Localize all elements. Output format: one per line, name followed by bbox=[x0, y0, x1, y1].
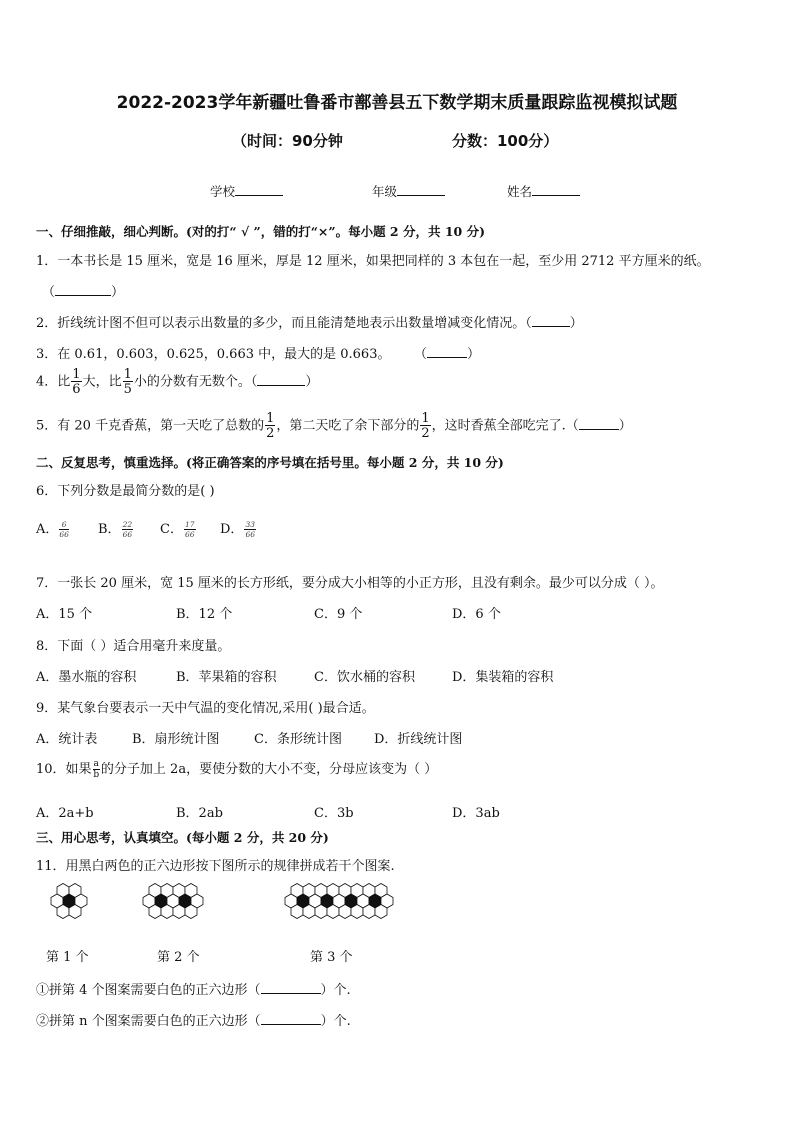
question-8-option-b[interactable]: B．苹果箱的容积 bbox=[176, 670, 277, 685]
question-10-option-d[interactable]: D．3ab bbox=[452, 806, 500, 821]
hexagon-white bbox=[69, 905, 81, 919]
section-1-heading: 一、仔细推敲，细心判断。(对的打“ √ ”，错的打“×”。每小题 2 分，共 10 分) bbox=[36, 224, 485, 239]
exam-time: （时间：90分钟 bbox=[232, 132, 343, 150]
question-8-option-c[interactable]: C．饮水桶的容积 bbox=[314, 670, 415, 685]
school-blank[interactable] bbox=[235, 183, 283, 196]
name-label: 姓名 bbox=[507, 184, 533, 199]
hexagon-white bbox=[149, 905, 161, 919]
question-10-option-c[interactable]: C．3b bbox=[314, 806, 354, 821]
hexagon-white bbox=[375, 905, 387, 919]
hexagon-white bbox=[315, 905, 327, 919]
question-7-option-b[interactable]: B．12 个 bbox=[176, 607, 233, 622]
figure-label-3: 第 3 个 bbox=[310, 950, 353, 965]
question-9-option-b[interactable]: B．扇形统计图 bbox=[132, 732, 220, 747]
answer-blank[interactable] bbox=[257, 373, 305, 386]
question-3-answer: （ ） bbox=[414, 347, 481, 362]
question-11-part-1: ①拼第 4 个图案需要白色的正六边形（ ）个. bbox=[36, 983, 351, 998]
question-3: 3．在 0.61，0.603，0.625，0.663 中，最大的是 0.663。 bbox=[36, 347, 391, 362]
question-6-option-d[interactable]: D． $\frac{33}{66}$ bbox=[220, 520, 255, 539]
question-2: 2．折线统计图不但可以表示出数量的多少，而且能清楚地表示出数量增减变化情况。（ ） bbox=[36, 316, 583, 331]
school-label: 学校 bbox=[210, 184, 236, 199]
question-6-option-a[interactable]: A． $\frac{6}{66}$ bbox=[36, 520, 69, 539]
question-1-answer: （ ） bbox=[42, 285, 125, 300]
grade-blank[interactable] bbox=[397, 183, 445, 196]
question-9-option-d[interactable]: D．折线统计图 bbox=[374, 732, 463, 747]
question-9-option-a[interactable]: A．统计表 bbox=[36, 732, 98, 747]
question-6-option-b[interactable]: B． $\frac{22}{66}$ bbox=[98, 520, 133, 539]
answer-blank[interactable] bbox=[427, 345, 467, 358]
fraction-one-half: $\frac{1}{2}$ bbox=[421, 411, 430, 441]
hexagon-white bbox=[185, 905, 197, 919]
section-3-heading: 三、用心思考，认真填空。(每小题 2 分，共 20 分) bbox=[36, 830, 329, 845]
fraction-one-sixth: $\frac{1}{6}$ bbox=[72, 367, 81, 397]
question-10: 10．如果 $\frac{a}{b}$ 的分子加上 2a，要使分数的大小不变，分母应该变为（ ） bbox=[36, 758, 438, 780]
fraction-a-over-b: $\frac{a}{b}$ bbox=[93, 758, 100, 780]
hexagon-pattern-figure-2 bbox=[134, 882, 224, 932]
question-7-option-c[interactable]: C．9 个 bbox=[314, 607, 363, 622]
answer-blank[interactable] bbox=[261, 1012, 321, 1025]
question-7-option-d[interactable]: D．6 个 bbox=[452, 607, 501, 622]
question-7-option-a[interactable]: A．15 个 bbox=[36, 607, 93, 622]
question-5: 5．有 20 千克香蕉，第一天吃了总数的 $\frac{1}{2}$ ，第二天吃了余下部分的 $\frac{1}{2}$ ，这时香蕉全部吃完了.（ ） bbox=[36, 411, 632, 441]
fraction-one-fifth: $\frac{1}{5}$ bbox=[123, 367, 132, 397]
name-blank[interactable] bbox=[532, 183, 580, 196]
question-8: 8．下面（ ）适合用毫升来度量。 bbox=[36, 639, 231, 654]
figure-label-2: 第 2 个 bbox=[157, 950, 200, 965]
question-11-part-2: ②拼第 n 个图案需要白色的正六边形（ ）个. bbox=[36, 1014, 351, 1029]
question-9: 9．某气象台要表示一天中气温的变化情况,采用( )最合适。 bbox=[36, 701, 375, 716]
section-2-heading: 二、反复思考，慎重选择。(将正确答案的序号填在括号里。每小题 2 分，共 10 分) bbox=[36, 455, 504, 470]
hexagon-white bbox=[303, 905, 315, 919]
name-field bbox=[507, 182, 580, 200]
question-1: 1．一本书长是 15 厘米，宽是 16 厘米，厚是 12 厘米，如果把同样的 3 本包在一起，至少用 2712 平方厘米的纸。 bbox=[36, 254, 710, 269]
question-9-option-c[interactable]: C．条形统计图 bbox=[254, 732, 342, 747]
hexagon-white bbox=[291, 905, 303, 919]
hexagon-pattern-figure-1 bbox=[36, 882, 96, 932]
exam-score: 分数：100分） bbox=[452, 132, 559, 150]
grade-field bbox=[372, 182, 445, 200]
hexagon-white bbox=[339, 905, 351, 919]
question-6: 6．下列分数是最简分数的是( ) bbox=[36, 484, 215, 499]
hexagon-white bbox=[363, 905, 375, 919]
question-8-option-d[interactable]: D．集装箱的容积 bbox=[452, 670, 554, 685]
answer-blank[interactable] bbox=[261, 981, 321, 994]
answer-blank[interactable] bbox=[55, 283, 111, 296]
hexagon-white bbox=[161, 905, 173, 919]
question-10-option-b[interactable]: B．2ab bbox=[176, 806, 223, 821]
question-8-option-a[interactable]: A．墨水瓶的容积 bbox=[36, 670, 137, 685]
question-6-option-c[interactable]: C． $\frac{17}{66}$ bbox=[160, 520, 195, 539]
hexagon-white bbox=[351, 905, 363, 919]
answer-blank[interactable] bbox=[532, 314, 570, 327]
question-7: 7．一张长 20 厘米，宽 15 厘米的长方形纸，要分成大小相等的小正方形，且没有剩余。最少可以分成（ ）。 bbox=[36, 576, 664, 591]
question-11: 11．用黑白两色的正六边形按下图所示的规律拼成若干个图案. bbox=[36, 859, 395, 874]
question-10-option-a[interactable]: A．2a+b bbox=[36, 806, 94, 821]
question-4: 4．比 $\frac{1}{6}$ 大，比 $\frac{1}{5}$ 小的分数有无数个。（ ） bbox=[36, 367, 319, 397]
figure-label-1: 第 1 个 bbox=[46, 950, 89, 965]
page-title: 2022-2023学年新疆吐鲁番市鄯善县五下数学期末质量跟踪监视模拟试题 bbox=[116, 93, 678, 113]
school-field bbox=[210, 182, 283, 200]
fraction-one-half: $\frac{1}{2}$ bbox=[266, 411, 275, 441]
answer-blank[interactable] bbox=[579, 417, 619, 430]
hexagon-white bbox=[173, 905, 185, 919]
hexagon-pattern-figure-3 bbox=[282, 882, 412, 932]
hexagon-white bbox=[57, 905, 69, 919]
grade-label: 年级 bbox=[372, 184, 398, 199]
hexagon-white bbox=[327, 905, 339, 919]
